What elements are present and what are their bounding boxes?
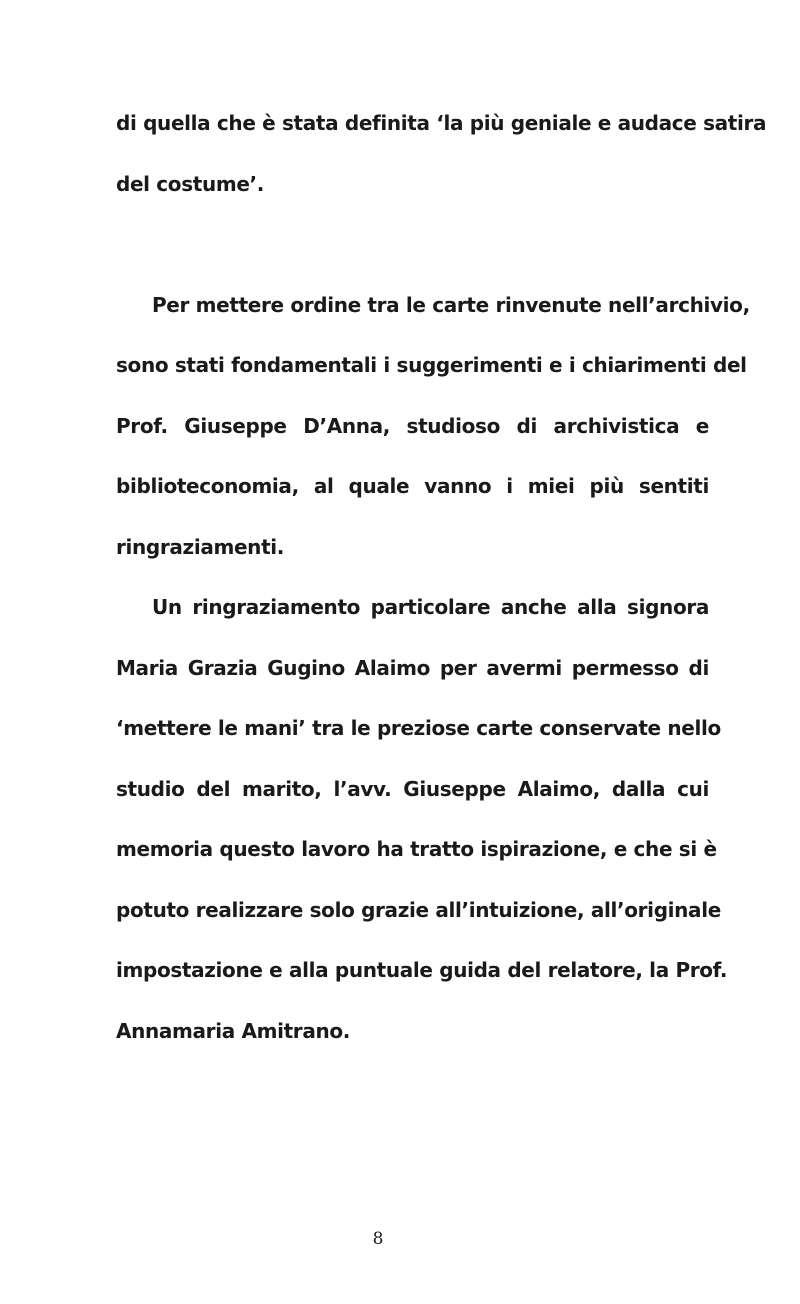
paragraph-3-line-4: studio del marito, l’avv. Giuseppe Alaimo, dalla cui	[116, 777, 709, 801]
paragraph-3-line-6: potuto realizzare solo grazie all’intuizione, all’originale	[116, 898, 721, 922]
paragraph-3-line-2: Maria Grazia Gugino Alaimo per avermi permesso di	[116, 656, 709, 680]
paragraph-1-line-1: di quella che è stata definita ‘la più geniale e audace satira	[116, 111, 767, 135]
paragraph-3-line-7: impostazione e alla puntuale guida del relatore, la Prof.	[116, 958, 728, 982]
paragraph-2-line-5: ringraziamenti.	[116, 535, 285, 559]
paragraph-3-line-3: ‘mettere le mani’ tra le preziose carte conservate nello	[116, 716, 721, 740]
paragraph-2-line-3: Prof. Giuseppe D’Anna, studioso di archivistica e	[116, 414, 709, 438]
paragraph-3-line-8: Annamaria Amitrano.	[116, 1019, 350, 1043]
paragraph-1-line-2: del costume’.	[116, 172, 265, 196]
paragraph-2-line-2: sono stati fondamentali i suggerimenti e i chiarimenti del	[116, 353, 747, 377]
paragraph-3-line-1: Un ringraziamento particolare anche alla signora	[152, 595, 709, 619]
paragraph-2-line-1: Per mettere ordine tra le carte rinvenute nell’archivio,	[152, 293, 750, 317]
paragraph-2-line-4: biblioteconomia, al quale vanno i miei più sentiti	[116, 474, 709, 498]
page-number: 8	[372, 1229, 384, 1249]
paragraph-3-line-5: memoria questo lavoro ha tratto ispirazione, e che si è	[116, 837, 717, 861]
